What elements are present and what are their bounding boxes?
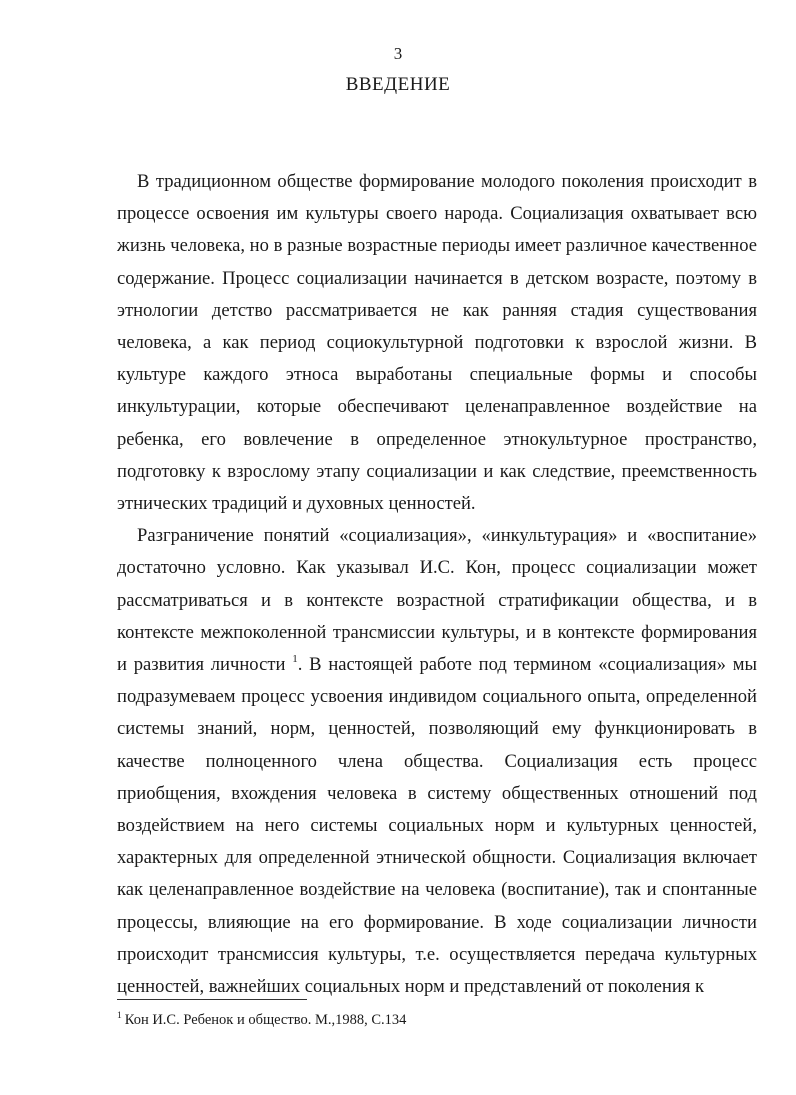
paragraph-2-text-before-ref: Разграничение понятий «социализация», «инкультурация» и «воспитание» достаточно условно. Как указывал И.С. Кон, процесс социализации может рассматриваться и в контексте возрастной стратификации общества, и в контексте межпоколенной трансмиссии культуры, и в контексте формирования и развития личности: [117, 525, 757, 676]
footnote-divider: [117, 999, 307, 1000]
page-title: ВВЕДЕНИЕ: [345, 74, 451, 95]
footnote-marker: 1: [117, 1011, 122, 1021]
paragraph-1: В традиционном обществе формирование молодого поколения происходит в процессе освоения им культуры своего народа. Социализация охватывает всю жизнь человека, но в разные возрастные периоды имеет различное качественное содержание. Процесс социализации начинается в детском возрасте, поэтому в этнологии детство рассматривается не как ранняя стадия существования человека, а как период социокультурной подготовки к взрослой жизни. В культуре каждого этноса выработаны специальные формы и способы инкультурации, которые обеспечивают целенаправленное воздействие на ребенка, его вовлечение в определенное этнокультурное пространство, подготовку к взрослому этапу социализации и как следствие, преемственность этнических традиций и духовных ценностей.: [117, 171, 757, 515]
paragraph-2-text-after-ref: . В настоящей работе под термином «социализация» мы подразумеваем процесс усвоения индивидом социального опыта, определенной системы знаний, норм, ценностей, позволяющий ему функционировать в качестве полноценного члена общества. Социализация есть процесс приобщения, вхождения человека в систему общественных отношений под воздействием на него системы социальных норм и культурных ценностей, характерных для определенной этнической общности. Социализация включает как целенаправленное воздействие на человека (воспитание), так и спонтанные процессы, влияющие на его формирование. В ходе социализации личности происходит трансмиссия культуры, т.е. осуществляется передача культурных ценностей, важнейших социальных норм и представлений от поколения к: [117, 654, 757, 998]
footnote: [117, 1010, 757, 1030]
body-text: [117, 166, 757, 1003]
page-number: 3: [393, 44, 403, 63]
footnote-reference[interactable]: 1: [292, 653, 298, 666]
footnote-text: Кон И.С. Ребенок и общество. М.,1988, С.134: [124, 1012, 407, 1028]
paragraph-2: [117, 520, 757, 1003]
